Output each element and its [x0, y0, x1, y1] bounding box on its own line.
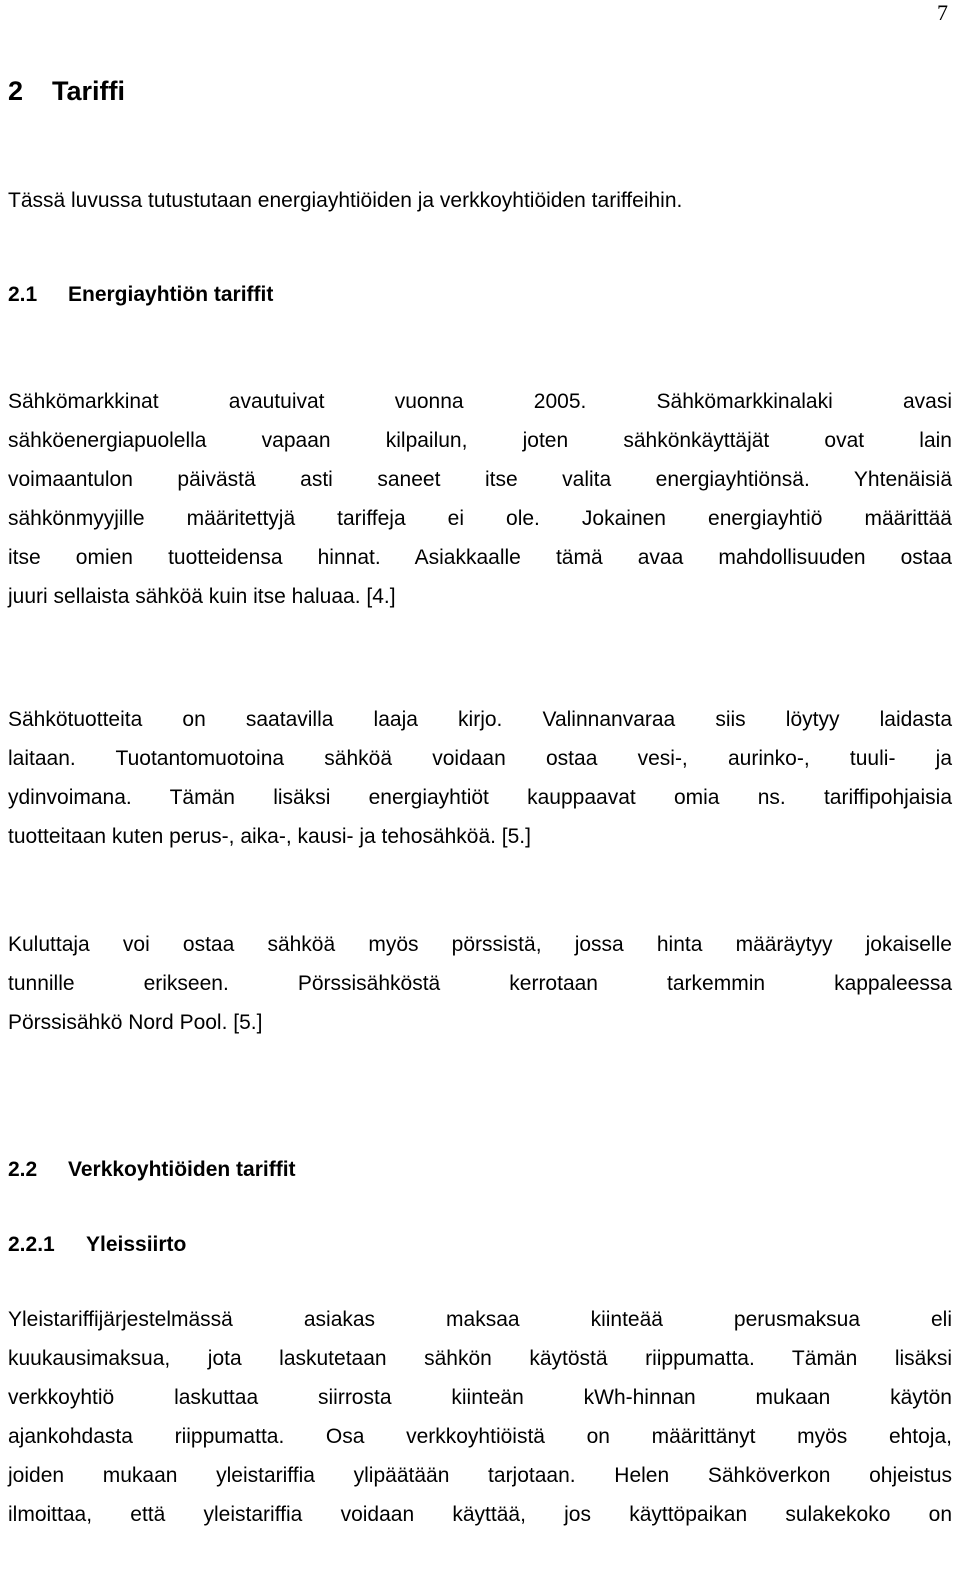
- text-line: Pörssisähkö Nord Pool. [5.]: [8, 1011, 263, 1034]
- text-line: itse omien tuotteidensa hinnat. Asiakkaalle tämä avaa mahdollisuuden ostaa: [8, 546, 952, 569]
- section-number: 2.2: [8, 1158, 38, 1181]
- section-number: 2.1: [8, 283, 38, 306]
- paragraph-market-opening: [8, 382, 952, 616]
- section-title: Energiayhtiön tariffit: [68, 283, 274, 306]
- section-number: 2.2.1: [8, 1233, 55, 1256]
- text-line: tuotteitaan kuten perus-, aika-, kausi- ja tehosähköä. [5.]: [8, 825, 531, 848]
- paragraph-exchange-electricity: [8, 925, 952, 1042]
- chapter-number: 2: [8, 76, 24, 106]
- text-line: joiden mukaan yleistariffia ylipäätään tarjotaan. Helen Sähköverkon ohjeistus: [8, 1464, 952, 1487]
- text-line: ilmoittaa, että yleistariffia voidaan käyttää, jos käyttöpaikan sulakekoko on: [8, 1503, 952, 1526]
- text-line: laitaan. Tuotantomuotoina sähköä voidaan ostaa vesi-, aurinko-, tuuli- ja: [8, 747, 952, 770]
- section-title: Yleissiirto: [86, 1233, 187, 1256]
- chapter-intro: Tässä luvussa tutustutaan energiayhtiöiden ja verkkoyhtiöiden tariffeihin.: [8, 189, 683, 212]
- text-line: Kuluttaja voi ostaa sähköä myös pörssistä, jossa hinta määräytyy jokaiselle: [8, 933, 952, 956]
- paragraph-general-tariff: [8, 1300, 952, 1534]
- chapter-title: Tariffi: [52, 76, 125, 106]
- section-title: Verkkoyhtiöiden tariffit: [68, 1158, 296, 1181]
- text-line: Sähkömarkkinat avautuivat vuonna 2005. Sähkömarkkinalaki avasi: [8, 390, 952, 413]
- chapter-heading: [8, 76, 125, 107]
- page-number: 7: [937, 0, 948, 25]
- text-line: Yleistariffijärjestelmässä asiakas maksaa kiinteää perusmaksua eli: [8, 1308, 952, 1331]
- paragraph-electricity-products: [8, 700, 952, 856]
- section-heading-2-2-1: [8, 1233, 186, 1257]
- text-line: voimaantulon päivästä asti saneet itse valita energiayhtiönsä. Yhtenäisiä: [8, 468, 952, 491]
- section-heading-2-2: [8, 1158, 296, 1182]
- text-line: tunnille erikseen. Pörssisähköstä kerrotaan tarkemmin kappaleessa: [8, 972, 952, 995]
- text-line: juuri sellaista sähköä kuin itse haluaa. [4.]: [8, 585, 396, 608]
- text-line: sähköenergiapuolella vapaan kilpailun, joten sähkönkäyttäjät ovat lain: [8, 429, 952, 452]
- section-heading-2-1: [8, 283, 273, 307]
- text-line: ajankohdasta riippumatta. Osa verkkoyhtiöistä on määrittänyt myös ehtoja,: [8, 1425, 952, 1448]
- text-line: kuukausimaksua, jota laskutetaan sähkön käytöstä riippumatta. Tämän lisäksi: [8, 1347, 952, 1370]
- text-line: sähkönmyyjille määritettyjä tariffeja ei ole. Jokainen energiayhtiö määrittää: [8, 507, 952, 530]
- text-line: Sähkötuotteita on saatavilla laaja kirjo. Valinnanvaraa siis löytyy laidasta: [8, 708, 952, 731]
- text-line: verkkoyhtiö laskuttaa siirrosta kiinteän kWh-hinnan mukaan käytön: [8, 1386, 952, 1409]
- text-line: ydinvoimana. Tämän lisäksi energiayhtiöt kauppaavat omia ns. tariffipohjaisia: [8, 786, 952, 809]
